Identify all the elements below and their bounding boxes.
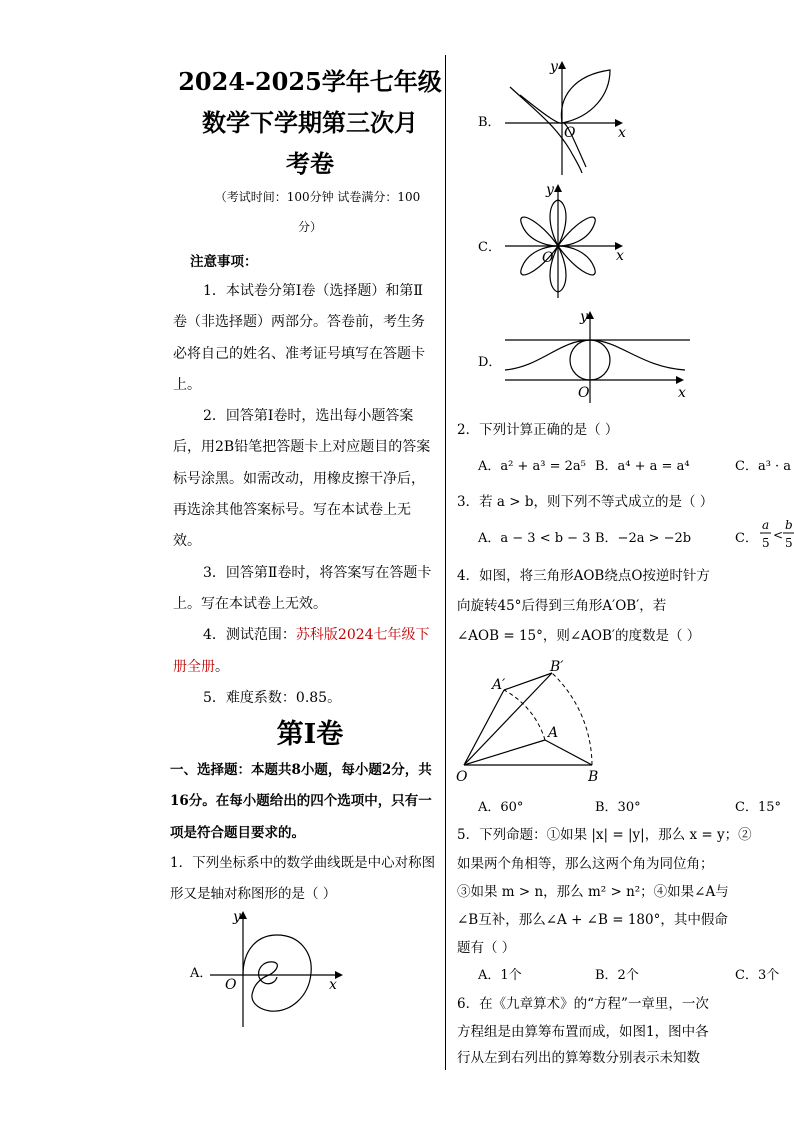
note-item-5: 5．难度系数：0.85。 [203,689,342,706]
q5-option-b: B．2个 [595,968,639,983]
svg-text:5: 5 [785,536,793,550]
y-label: y [550,59,558,75]
q4-stem-line-2: 向旋转45°后得到三角形A′OB′，若 [457,598,667,614]
arc-BB1 [552,673,592,765]
note-item-4 [173,620,435,683]
y-label: y [233,909,241,925]
note-item-4-suffix: 。 [215,658,229,675]
q5-line-4: ∠B互补，那么∠A + ∠B = 180°，其中假命 [457,912,728,928]
q3-option-a: A．a − 3 < b − 3 [478,531,591,546]
note-item-2: 2．回答第Ⅰ卷时，选出每小题答案后，用2B铅笔把答题卡上对应题目的答案标号涂黑。如需改动，用橡皮擦干净后，再选涂其他答案标号。写在本试卷上无效。 [173,408,431,550]
q4-option-b: B．30° [595,800,641,815]
q3-stem: 3．若 a > b，则下列不等式成立的是（ ） [457,494,714,510]
q5-option-c: C．3个 [735,968,780,983]
title-line-2: 数学下学期第三次月 [202,108,418,137]
y-axis-arrow [554,184,562,192]
label-B: B [588,769,599,785]
bell-curve [505,340,685,370]
q1-stem [170,848,438,911]
q4-stem-line-3: ∠AOB = 15°，则∠AOB′的度数是（ ） [457,628,701,644]
label-A-prime: A′ [492,677,506,693]
q3-option-c: C． [735,531,758,546]
q3-option-c-fraction [760,516,794,554]
x-label: x [329,977,337,993]
q1-stem-text: 1．下列坐标系中的数学曲线既是中心对称图形又是轴对称图形的是（ ） [170,855,436,903]
q4-option-a: A．60° [478,800,524,815]
origin-label: O [225,977,237,993]
test-scope: 苏科版2024七年级下册全册 [173,627,430,675]
q2-option-a: A．a² + a³ = 2a⁵ [478,459,586,474]
q5-line-2: 如果两个角相等，那么这两个角为同位角； [457,856,714,872]
svg-text:b: b [785,518,793,532]
notes-heading: 注意事项： [190,254,258,270]
q1-option-c-label: C． [478,240,501,255]
note-item-3: 3．回答第Ⅱ卷时，将答案写在答题卡上。写在本试卷上无效。 [173,564,432,612]
section-title: 第Ⅰ卷 [276,719,344,750]
q4-rotation-figure [452,655,622,785]
note-item-1: 1．本试卷分第Ⅰ卷（选择题）和第Ⅱ卷（非选择题）两部分。答卷前，考生务必将自己的姓名、准考证号填写在答题卡上。 [173,283,425,393]
title-line-1: 2024-2025学年七年级 [178,67,442,96]
y-axis-arrow [558,61,566,69]
q5-line-1: 5．下列命题：①如果 |x| = |y|，那么 x = y；② [457,827,752,843]
segment-A1B1 [504,673,552,690]
exam-info-line-1: （考试时间：100分钟 试卷满分：100 [214,190,421,204]
x-label: x [616,248,624,264]
spiral-curve [243,935,311,1011]
arc-AA1 [504,690,545,740]
q1-option-c-graph [500,180,640,300]
label-O: O [456,769,468,785]
q5-option-a: A．1个 [478,968,522,983]
q1-option-d-graph [500,305,700,405]
origin-label: O [564,125,576,141]
origin-label: O [542,250,554,266]
q3-option-b: B．−2a > −2b [595,531,692,546]
label-A: A [548,725,559,741]
y-label: y [580,309,588,325]
curve-2 [520,95,586,167]
segment-AB [545,740,592,765]
note-item-4-prefix: 4．测试范围： [203,627,296,644]
svg-text:<: < [773,528,784,542]
q1-option-a-label: A． [190,966,213,981]
q1-option-b-label: B． [478,115,501,130]
label-B-prime: B′ [550,659,564,675]
q4-option-c: C．15° [735,800,781,815]
q1-option-a-graph [205,905,355,1030]
part-intro [170,755,438,849]
q5-line-5: 题有（ ） [457,940,516,956]
q6-line-1: 6．在《九章算术》的“方程”一章里，一次 [457,996,709,1012]
y-label: y [546,182,554,198]
q4-stem-line-1: 4．如图，将三角形AOB绕点O按逆时针方 [457,568,710,584]
origin-label: O [578,385,590,401]
x-label: x [678,385,686,401]
q5-line-3: ③如果 m > n，那么 m² > n²；④如果∠A与 [457,884,729,900]
petal [561,70,610,123]
q1-option-b-graph [500,55,640,180]
q2-option-c: C．a³ · a [735,459,792,474]
part-intro-prefix: 一、选择题： [170,762,251,778]
notes-list [173,276,435,714]
q2-stem: 2．下列计算正确的是（ ） [457,422,619,438]
q2-option-b: B．a⁴ + a = a⁴ [595,459,690,474]
x-axis-arrow [676,376,684,384]
x-label: x [618,125,626,141]
title-line-3: 考卷 [286,149,334,178]
part-intro-body: 本题共8小题，每小题2分，共16分。在每小题给出的四个选项中，只有一项是符合题目要求的。 [170,762,432,841]
column-divider [445,55,446,1070]
segment-OA1 [464,690,504,765]
svg-text:a: a [762,518,770,532]
exam-info-line-2: 分） [297,220,322,234]
q6-line-2: 方程组是由算筹布置而成，如图1，图中各 [457,1024,709,1040]
q6-line-3: 行从左到右列出的算筹数分别表示未知数 [457,1050,700,1066]
q1-option-d-label: D． [478,355,502,370]
svg-text:5: 5 [762,536,770,550]
